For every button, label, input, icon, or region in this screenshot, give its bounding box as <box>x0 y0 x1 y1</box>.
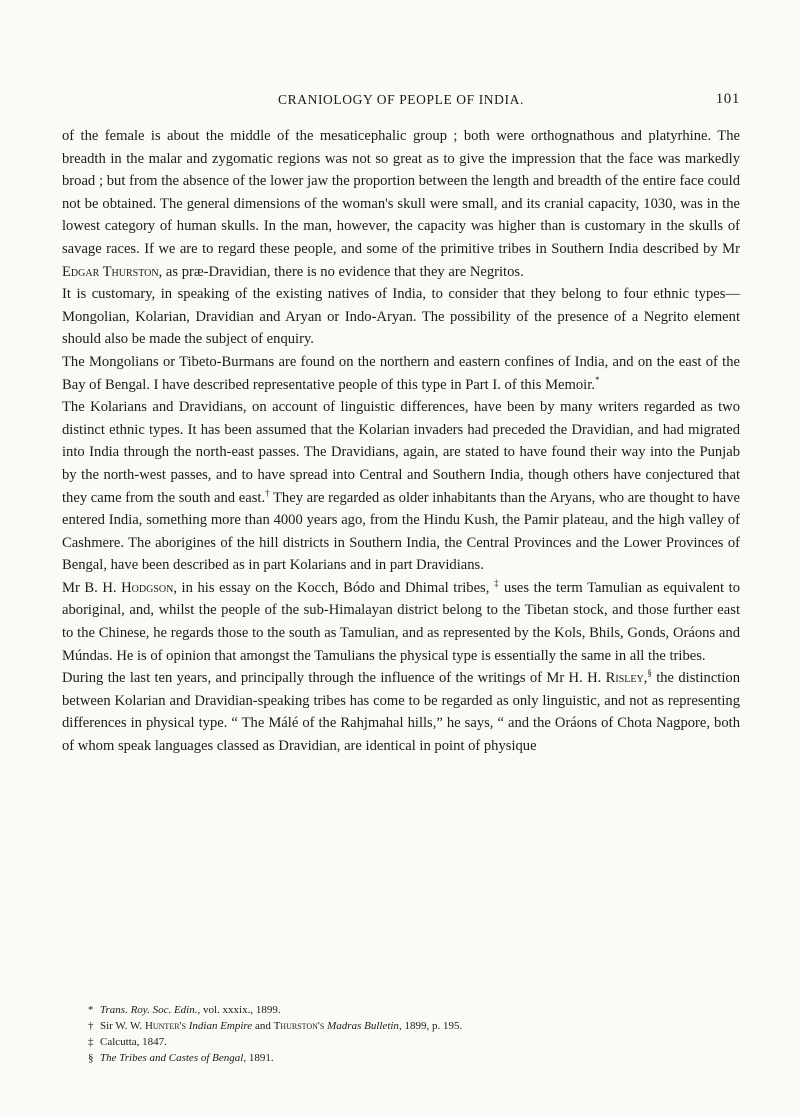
paragraph <box>62 125 740 283</box>
text-run: During the last ten years, and principally through the influence of the writings of Mr H. H. <box>62 670 606 687</box>
paragraph <box>62 667 740 757</box>
text-run: Mr B. H. <box>62 579 122 596</box>
text-run: , in his essay on the Kocch, Bódo and Dhimal tribes, <box>173 579 494 596</box>
italic-title: Indian Empire <box>188 1020 253 1032</box>
text-run: The Kolarians and Dravidians, on account of linguistic differences, have been by many writers regarded as two distinct ethnic types. It has been assumed that the Kolarian invaders had preceded the Dravidian, and had migrated into India through the north-east passes. The Dravidians, again, are stated to have found their way into the Punjab by the north-west passes, and to have spread into Central and Southern India, though others have conjectured that they came from the south and east. <box>62 399 740 506</box>
footnote-ref: § <box>647 668 652 679</box>
italic-title: Trans. Roy. Soc. Edin. <box>100 1004 198 1016</box>
footnote-mark: * <box>88 1004 94 1016</box>
text-run: , vol. xxxix., 1899. <box>197 1004 281 1016</box>
text-run: Sir W. W. <box>100 1020 145 1032</box>
italic-title: The Tribes and Castes of Bengal <box>100 1052 244 1064</box>
text-run: , as præ-Dravidian, there is no evidence that they are Negritos. <box>158 263 524 280</box>
paragraph <box>62 283 740 351</box>
text-run: and <box>252 1020 274 1032</box>
text-run: Calcutta, 1847. <box>100 1036 167 1048</box>
small-caps-name: Hunter's <box>144 1020 186 1032</box>
text-run: , 1891. <box>243 1052 274 1064</box>
footnote-mark: † <box>88 1020 94 1032</box>
text-run: uses the term Tamulian as equivalent to aboriginal, and, whilst the people of the sub-Himalayan district belong to the Tibetan stock, and those further east to the Chinese, he regards those to the south as Tamulian, and as represented by the Kols, Bhils, Gonds, Oráons and Múndas. He is of opinion that amongst the Tamulians the physical type is essentially the same in all the tribes. <box>62 579 740 664</box>
small-caps-name: Thurston's <box>273 1020 325 1032</box>
text-run: , 1899, p. 195. <box>398 1020 463 1032</box>
footnote <box>62 1034 740 1050</box>
small-caps-name: Hodgson <box>121 579 174 596</box>
paragraph <box>62 396 740 577</box>
footnote-mark: § <box>88 1052 94 1064</box>
footnote-mark: ‡ <box>88 1036 94 1048</box>
paragraph <box>62 577 740 667</box>
footnotes <box>62 1002 740 1066</box>
text-run: the distinction between Kolarian and Dravidian-speaking tribes has come to be regarded as only linguistic, and not as representing differences in physical type. “ The Málé of the Rahjmahal hills,” he says, “ and the Oráons of Chota Nagpore, both of whom speak languages classed as Dravidian, are identical in point of physique <box>62 670 741 755</box>
footnote-ref: ‡ <box>493 578 500 589</box>
italic-title: Madras Bulletin <box>327 1020 399 1032</box>
paragraph <box>62 351 740 396</box>
body-text <box>62 125 740 758</box>
footnote-ref: * <box>594 374 600 385</box>
small-caps-name: Risley <box>605 670 644 687</box>
text-run: , <box>643 670 648 687</box>
footnote <box>62 1018 740 1034</box>
text-run: of the female is about the middle of the mesaticephalic group ; both were orthognathous and platyrhine. The breadth in the malar and zygomatic regions was not so great as to give the impression that the face was markedly broad ; but from the absence of the lower jaw the proportion between the length and breadth of the entire face could not be obtained. The general dimensions of the woman's skull were small, and its cranial capacity, 1030, was in the lowest category of human skulls. In the man, however, the capacity was higher than is customary in the skulls of savage races. If we are to regard these people, and some of the primitive tribes in Southern India described by Mr <box>62 128 740 257</box>
page-header <box>62 92 740 112</box>
text-run: They are regarded as older inhabitants than the Aryans, who are thought to have entered India, something more than 4000 years ago, from the Hindu Kush, the Pamir plateau, and the high valley of Cashmere. The aborigines of the hill districts in Southern India, the Central Provinces and the Lower Provinces of Bengal, have been described as in part Kolarians and in part Dravidians. <box>62 489 741 574</box>
text-run: The Mongolians or Tibeto-Burmans are found on the northern and eastern confines of India, and on the east of the Bay of Bengal. I have described representative people of this type in Part I. of this Memoir. <box>62 353 740 393</box>
small-caps-name: Edgar Thurston <box>62 263 159 280</box>
page-number: 101 <box>715 91 740 107</box>
text-run: It is customary, in speaking of the existing natives of India, to consider that they belong to four ethnic types—Mongolian, Kolarian, Dravidian and Aryan or Indo-Aryan. The possibility of the presence of a Negrito element should also be made the subject of enquiry. <box>62 286 740 348</box>
footnote-ref: † <box>265 487 270 498</box>
footnote <box>62 1050 740 1066</box>
footnote <box>62 1002 740 1018</box>
running-head: CRANIOLOGY OF PEOPLE OF INDIA. <box>278 92 524 107</box>
